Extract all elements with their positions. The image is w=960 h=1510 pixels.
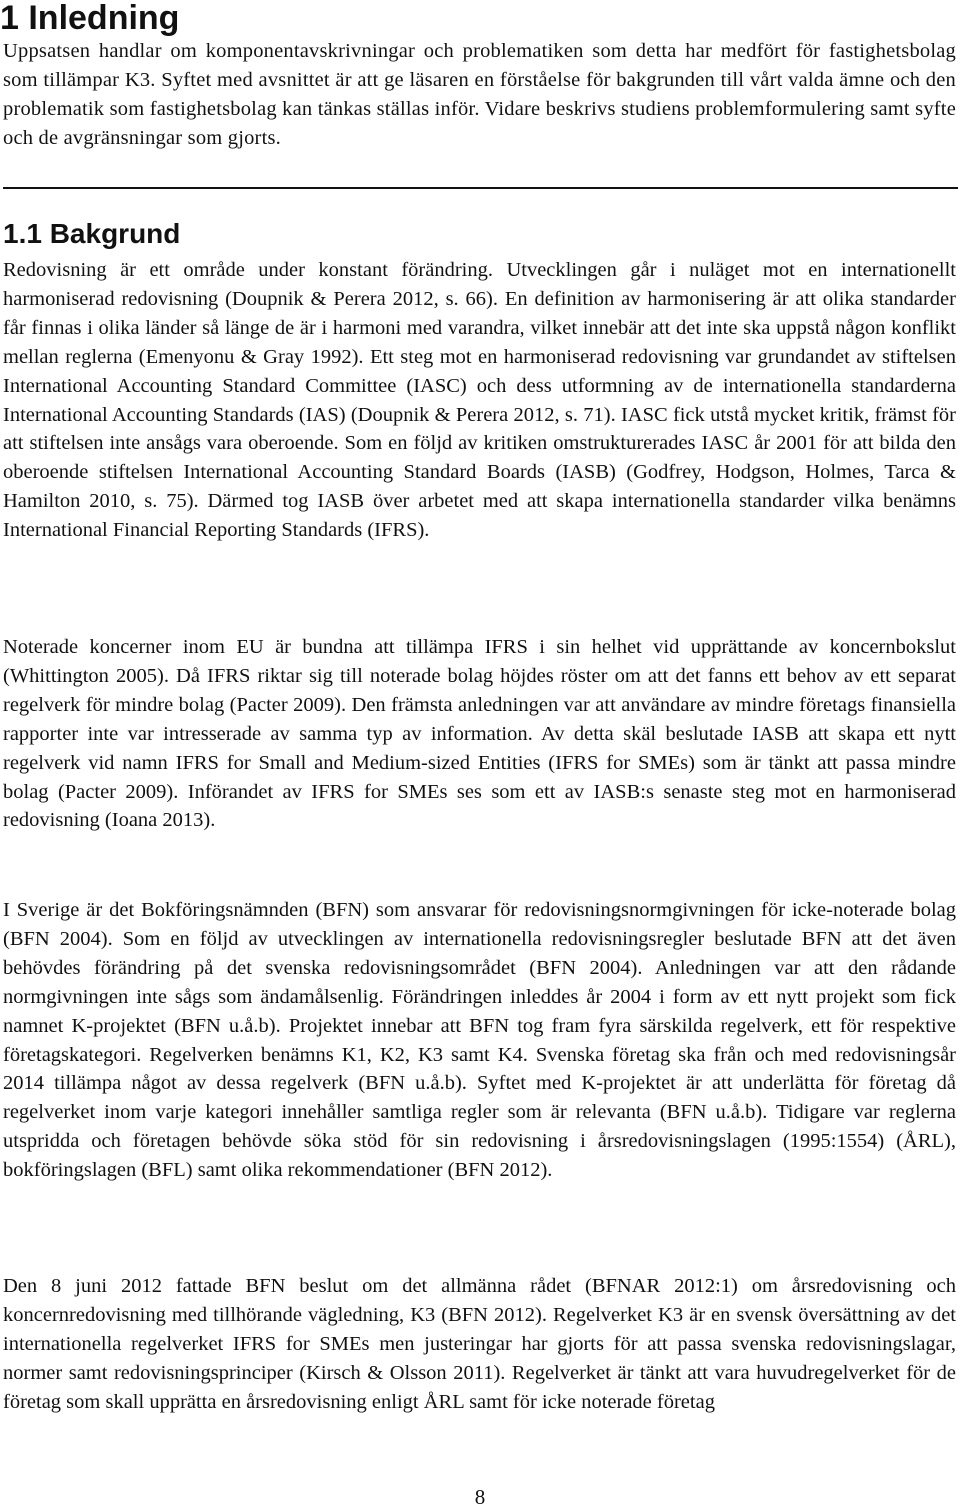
section-heading: 1.1 Bakgrund [3,218,181,249]
horizontal-rule [3,187,958,189]
chapter-heading: 1 Inledning [0,0,180,37]
intro-paragraph: Uppsatsen handlar om komponentavskrivningar och problematiken som detta har medfört för fastighetsbolag som tillämpar K3. Syftet med avsnittet är att ge läsaren en förståelse för bakgrunden till vårt valda ämne och den problematik som fastighetsbolag kan tänkas ställas inför. Vidare beskrivs studiens problemformulering samt syfte och de avgränsningar som gjorts. [3,40,956,149]
page-number: 8 [474,1485,486,1509]
body-paragraph-2: Noterade koncerner inom EU är bundna att tillämpa IFRS i sin helhet vid upprättande av koncernbokslut (Whittington 2005). Då IFRS riktar sig till noterade bolag höjdes röster om att det fanns ett behov av ett separat regelverk för mindre bolag (Pacter 2009). Den främsta anledningen var att användare av mindre företags finansiella rapporter inte var intresserade av samma typ av information. Av detta skäl beslutade IASB att skapa ett nytt regelverk vid namn IFRS for Small and Medium-sized Entities (IFRS for SMEs) som är tänkt att passa mindre bolag (Pacter 2009). Införandet av IFRS for SMEs ses som ett av IASB:s senaste steg mot en harmoniserad redovisning (Ioana 2013). [3,636,956,832]
body-paragraph-4: Den 8 juni 2012 fattade BFN beslut om det allmänna rådet (BFNAR 2012:1) om årsredovisning och koncernredovisning med tillhörande vägledning, K3 (BFN 2012). Regelverket K3 är en svensk översättning av det internationella regelverket IFRS for SMEs men justeringar har gjorts för att passa svenska redovisningslagar, normer samt redovisningsprinciper (Kirsch & Olsson 2011). Regelverket är tänkt att vara huvudregelverket för de företag som skall upprätta en årsredovisning enligt ÅRL samt för icke noterade företag [3,1275,956,1413]
body-paragraph-3: I Sverige är det Bokföringsnämnden (BFN) som ansvarar för redovisningsnormgivningen för icke-noterade bolag (BFN 2004). Som en följd av utvecklingen av internationella redovisningsregler beslutade BFN att det även behövdes förändring på det svenska redovisningsområdet (BFN 2004). Anledningen var att den rådande normgivningen inte sågs som ändamålsenlig. Förändringen inleddes år 2004 i form av ett nytt projekt som fick namnet K-projektet (BFN u.å.b). Projektet innebar att BFN tog fram fyra särskilda regelverk, ett för respektive företagskategori. Regelverken benämns K1, K2, K3 samt K4. Svenska företag ska från och med redovisningsår 2014 tillämpa något av dessa regelverk (BFN u.å.b). Syftet med K-projektet är att underlätta för företag då regelverket inom varje kategori innehåller samtliga regler som är relevanta (BFN u.å.b). Tidigare var reglerna utspridda och företagen behövde söka stöd för sin redovisning i årsredovisningslagen (1995:1554) (ÅRL), bokföringslagen (BFL) samt olika rekommendationer (BFN 2012). [3,899,956,1182]
body-paragraph-1: Redovisning är ett område under konstant förändring. Utvecklingen går i nuläget mot en internationellt harmoniserad redovisning (Doupnik & Perera 2012, s. 66). En definition av harmonisering är att olika standarder får finnas i olika länder så länge de är i harmoni med varandra, vilket innebär att det inte ska uppstå någon konflikt mellan reglerna (Emenyonu & Gray 1992). Ett steg mot en harmoniserad redovisning var grundandet av stiftelsen International Accounting Standard Committee (IASC) och dess utformning av de internationella standarderna International Accounting Standards (IAS) (Doupnik & Perera 2012, s. 71). IASC fick utstå mycket kritik, främst för att stiftelsen inte ansågs vara oberoende. Som en följd av kritiken omstrukturerades IASC år 2001 för att bilda den oberoende stiftelsen International Accounting Standard Boards (IASB) (Godfrey, Hodgson, Holmes, Tarca & Hamilton 2010, s. 75). Därmed tog IASB över arbetet med att skapa internationella standarder vilka benämns International Financial Reporting Standards (IFRS). [3,259,956,542]
